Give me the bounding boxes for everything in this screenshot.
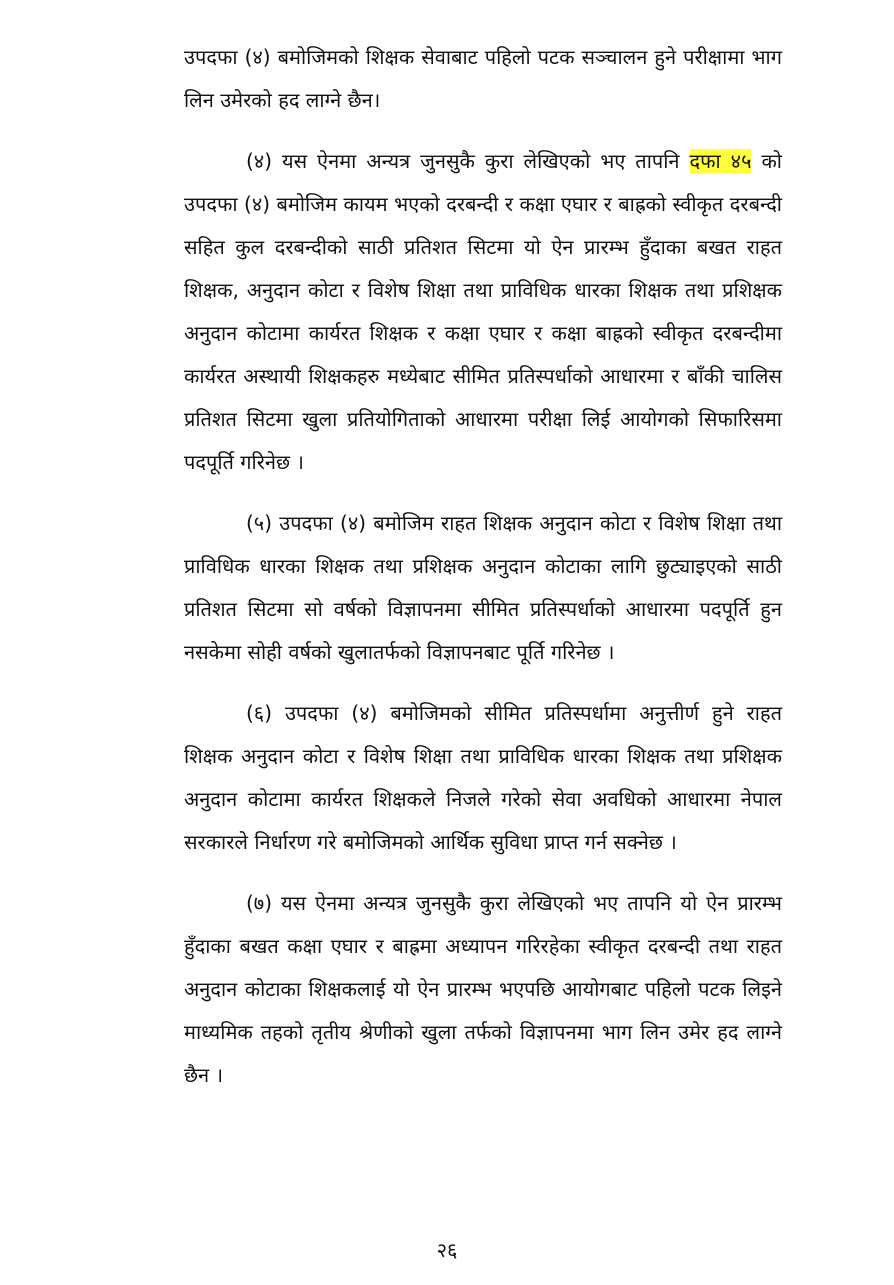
highlighted-section-reference: दफा ४५	[689, 149, 752, 173]
document-body	[184, 36, 782, 1097]
paragraph-text: (५) उपदफा (४) बमोजिम राहत शिक्षक अनुदान कोटा र विशेष शिक्षा तथा प्राविधिक धारका शिक्षक तथा प्रशिक्षक अनुदान कोटाका लागि छुट्याइएको साठी प्रतिशत सिटमा सो वर्षको विज्ञापनमा सीमित प्रतिस्पर्धाको आधारमा पदपूर्ति हुन नसकेमा सोही वर्षको खुलातर्फको विज्ञापनबाट पूर्ति गरिनेछ ।	[184, 511, 783, 664]
page-number: २६	[436, 1238, 458, 1262]
paragraph-text: (६) उपदफा (४) बमोजिमको सीमित प्रतिस्पर्धामा अनुत्तीर्ण हुने राहत शिक्षक अनुदान कोटा र विशेष शिक्षा तथा प्राविधिक धारका शिक्षक तथा प्रशिक्षक अनुदान कोटामा कार्यरत शिक्षकले निजले गरेको सेवा अवधिको आधारमा नेपाल सरकारले निर्धारण गरे बमोजिमको आर्थिक सुविधा प्राप्त गर्न सक्नेछ ।	[184, 701, 782, 854]
paragraph-text-after: को उपदफा (४) बमोजिम कायम भएको दरबन्दी र कक्षा एघार र बाह्रको स्वीकृत दरबन्दी सहित कुल दरबन्दीको साठी प्रतिशत सिटमा यो ऐन प्रारम्भ हुँदाका बखत राहत शिक्षक, अनुदान कोटा र विशेष शिक्षा तथा प्राविधिक धारका शिक्षक तथा प्रशिक्षक अनुदान कोटामा कार्यरत शिक्षक र कक्षा एघार र कक्षा बाह्रको स्वीकृत दरबन्दीमा कार्यरत अस्थायी शिक्षकहरु मध्येबाट सीमित प्रतिस्पर्धाको आधारमा र बाँकी चालिस प्रतिशत सिटमा खुला प्रतियोगिताको आधारमा परीक्षा लिई आयोगको सिफारिसमा पदपूर्ति गरिनेछ ।	[184, 149, 782, 474]
paragraph-gap	[184, 484, 782, 502]
paragraph-clause-4	[184, 140, 782, 484]
paragraph-gap	[184, 122, 782, 140]
paragraph-clause-5	[184, 502, 782, 674]
paragraph-text-before: (४) यस ऐनमा अन्यत्र जुनसुकै कुरा लेखिएको भए तापनि	[246, 149, 690, 173]
paragraph-gap	[184, 674, 782, 692]
paragraph-continuation	[184, 36, 782, 122]
paragraph-gap	[184, 864, 782, 882]
paragraph-text: (७) यस ऐनमा अन्यत्र जुनसुकै कुरा लेखिएको भए तापनि यो ऐन प्रारम्भ हुँदाका बखत कक्षा एघार र बाह्रमा अध्यापन गरिरहेका स्वीकृत दरबन्दी तथा राहत अनुदान कोटाका शिक्षकलाई यो ऐन प्रारम्भ भएपछि आयोगबाट पहिलो पटक लिइने माध्यमिक तहको तृतीय श्रेणीको खुला तर्फको विज्ञापनमा भाग लिन उमेर हद लाग्ने छैन ।	[184, 891, 782, 1087]
paragraph-clause-6	[184, 692, 782, 864]
paragraph-clause-7	[184, 882, 782, 1097]
paragraph-text: उपदफा (४) बमोजिमको शिक्षक सेवाबाट पहिलो पटक सञ्चालन हुने परीक्षामा भाग लिन उमेरको हद लाग्ने छैन।	[184, 45, 782, 112]
